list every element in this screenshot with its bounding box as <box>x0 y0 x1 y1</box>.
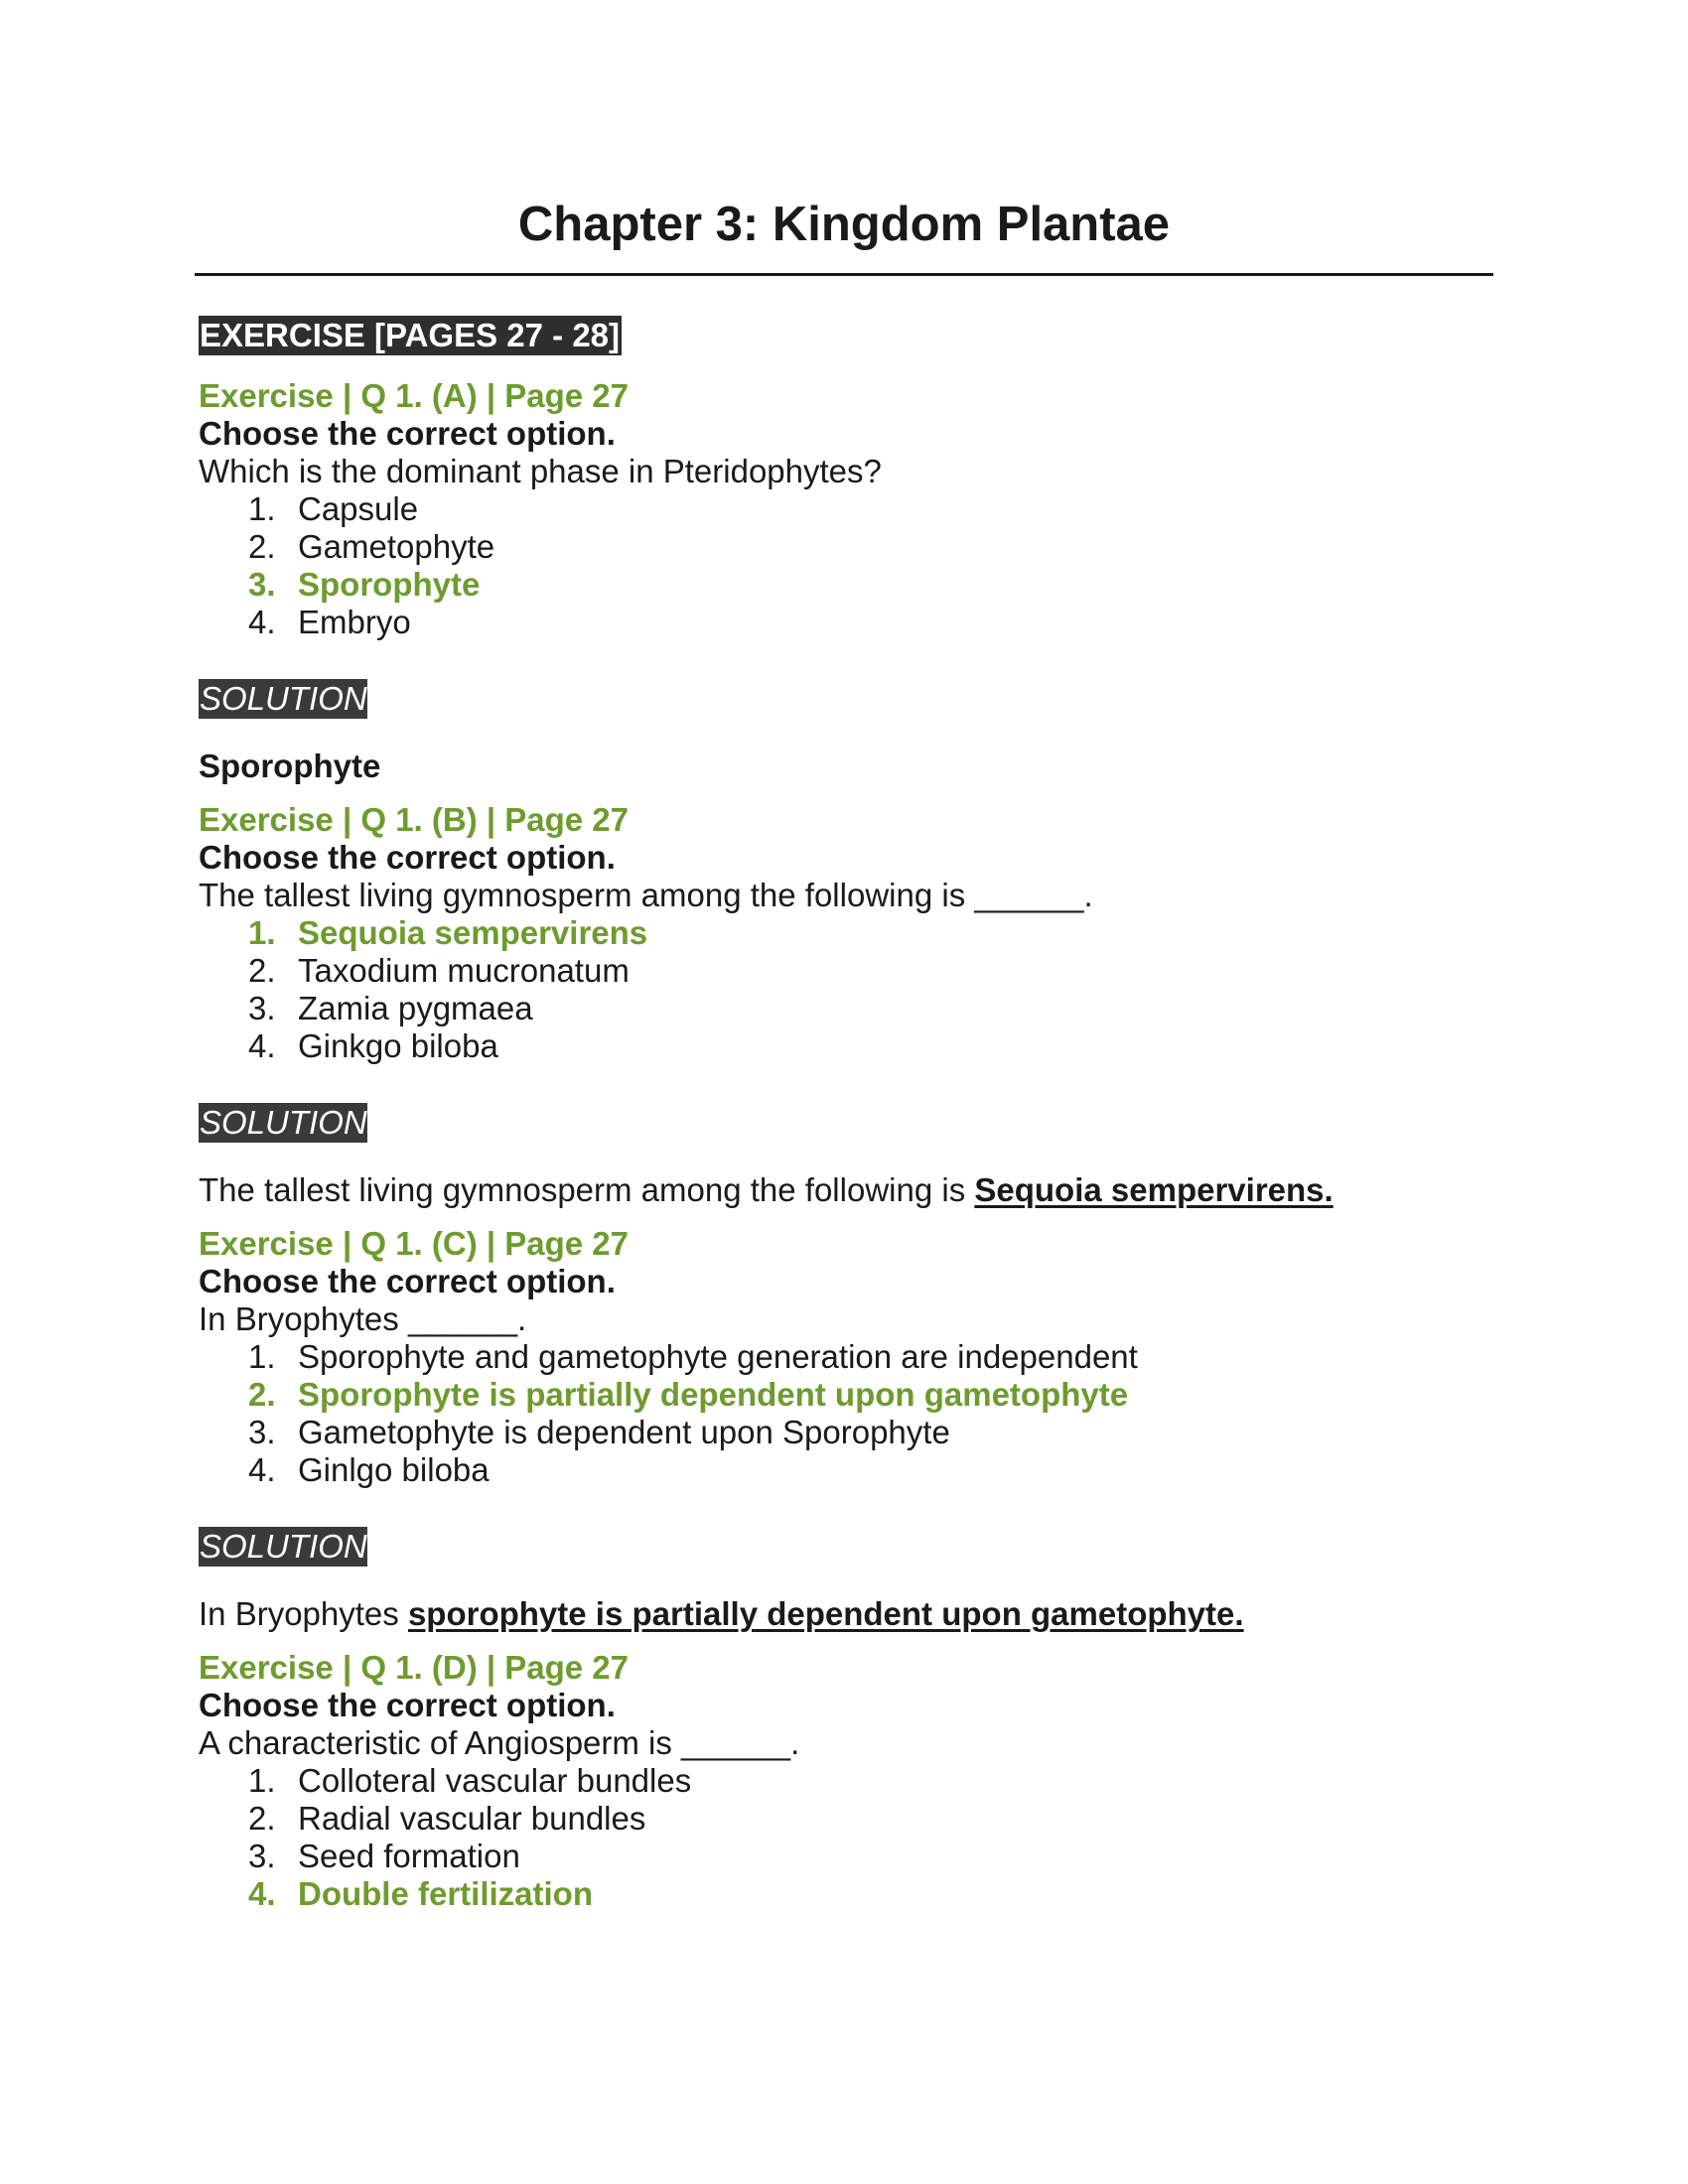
option-item <box>199 490 1489 528</box>
option-number: 2. <box>248 1376 276 1413</box>
question-block <box>199 801 1489 1209</box>
option-number: 1. <box>248 1338 276 1375</box>
option-number: 4. <box>248 604 276 640</box>
question-instruction: Choose the correct option. <box>199 415 616 452</box>
question-instruction: Choose the correct option. <box>199 1263 616 1299</box>
option-item-correct <box>199 566 1489 604</box>
option-item <box>199 1800 1489 1838</box>
option-item-correct <box>199 1875 1489 1913</box>
option-text: Seed formation <box>298 1838 520 1874</box>
question-block <box>199 1649 1489 1913</box>
option-text: Gametophyte is dependent upon Sporophyte <box>298 1414 950 1450</box>
solution-tag: SOLUTION <box>200 1528 367 1565</box>
option-item <box>199 1762 1489 1800</box>
option-number: 4. <box>248 1875 276 1912</box>
question-heading: Exercise | Q 1. (D) | Page 27 <box>199 1649 630 1686</box>
option-item <box>199 1414 1489 1451</box>
solution-text <box>199 748 1489 785</box>
option-text: Sporophyte and gametophyte generation are independent <box>298 1338 1138 1375</box>
option-text: Ginlgo biloba <box>298 1451 490 1488</box>
option-item <box>199 1451 1489 1489</box>
option-text: Zamia pygmaea <box>298 990 533 1026</box>
question-instruction: Choose the correct option. <box>199 1687 616 1723</box>
page-title: Chapter 3: Kingdom Plantae <box>517 198 1171 251</box>
solution-answer: Sequoia sempervirens. <box>974 1171 1334 1208</box>
title-divider <box>195 273 1493 276</box>
option-text: Double fertilization <box>298 1875 593 1912</box>
option-text: Sporophyte <box>298 566 481 603</box>
option-text: Sporophyte is partially dependent upon gametophyte <box>298 1376 1129 1413</box>
option-text: Ginkgo biloba <box>298 1027 498 1064</box>
option-text: Radial vascular bundles <box>298 1800 646 1837</box>
question-text: In Bryophytes ______. <box>199 1300 527 1337</box>
question-heading: Exercise | Q 1. (B) | Page 27 <box>199 801 630 838</box>
option-number: 4. <box>248 1451 276 1488</box>
option-list <box>199 914 1489 1065</box>
option-item <box>199 952 1489 990</box>
solution-answer: sporophyte is partially dependent upon gametophyte. <box>407 1595 1244 1632</box>
question-block <box>199 1225 1489 1633</box>
solution-tag: SOLUTION <box>200 680 367 717</box>
solution-tag: SOLUTION <box>200 1104 367 1141</box>
option-number: 3. <box>248 990 276 1026</box>
option-number: 3. <box>248 566 276 603</box>
solution-prefix: The tallest living gymnosperm among the following is <box>199 1171 975 1208</box>
option-number: 3. <box>248 1838 276 1874</box>
solution-text <box>199 1171 1489 1209</box>
question-block <box>199 377 1489 785</box>
option-text: Colloteral vascular bundles <box>298 1762 692 1799</box>
option-number: 1. <box>248 914 276 951</box>
option-item <box>199 1338 1489 1376</box>
option-number: 3. <box>248 1414 276 1450</box>
solution-answer: Sporophyte <box>199 748 381 784</box>
question-text: A characteristic of Angiosperm is ______. <box>199 1724 800 1761</box>
option-list <box>199 1762 1489 1913</box>
option-text: Capsule <box>298 490 419 527</box>
option-item <box>199 1027 1489 1065</box>
option-number: 1. <box>248 490 276 527</box>
solution-text <box>199 1595 1489 1633</box>
option-item <box>199 1838 1489 1875</box>
option-item-correct <box>199 914 1489 952</box>
option-list <box>199 490 1489 641</box>
option-item-correct <box>199 1376 1489 1414</box>
question-text: Which is the dominant phase in Pteridophytes? <box>199 453 882 489</box>
option-item <box>199 528 1489 566</box>
question-heading: Exercise | Q 1. (C) | Page 27 <box>199 1225 630 1262</box>
option-number: 2. <box>248 1800 276 1837</box>
option-text: Gametophyte <box>298 528 495 565</box>
option-text: Sequoia sempervirens <box>298 914 648 951</box>
content-body <box>199 316 1489 1913</box>
option-list <box>199 1338 1489 1489</box>
option-item <box>199 604 1489 641</box>
option-number: 4. <box>248 1027 276 1064</box>
option-item <box>199 990 1489 1027</box>
option-text: Taxodium mucronatum <box>298 952 630 989</box>
question-text: The tallest living gymnosperm among the following is ______. <box>199 877 1093 913</box>
question-instruction: Choose the correct option. <box>199 839 616 876</box>
exercise-tag: EXERCISE [PAGES 27 - 28] <box>200 317 621 353</box>
question-heading: Exercise | Q 1. (A) | Page 27 <box>199 377 630 414</box>
option-number: 2. <box>248 528 276 565</box>
option-text: Embryo <box>298 604 411 640</box>
solution-prefix: In Bryophytes <box>199 1595 408 1632</box>
option-number: 1. <box>248 1762 276 1799</box>
option-number: 2. <box>248 952 276 989</box>
